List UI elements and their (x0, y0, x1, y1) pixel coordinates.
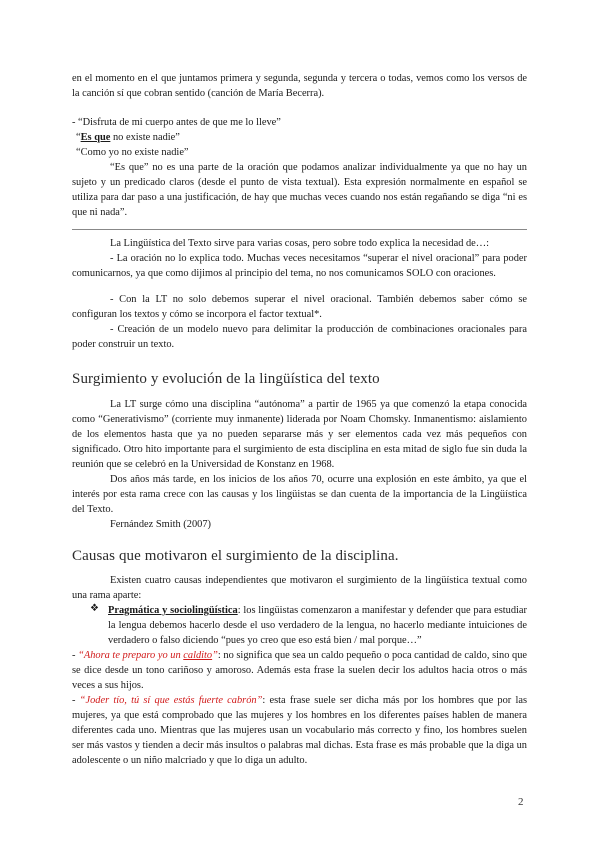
lt-item-1: - La oración no lo explica todo. Muchas veces necesitamos “superar el nivel oracional” para poder comunicarnos, ya que como dijimos al principio del tema, no nos comunicamos SOLO con oraciones. (72, 253, 527, 279)
page-number: 2 (518, 796, 524, 808)
surgimiento-paragraph-1: La LT surge cómo una disciplina “autónoma” a partir de 1965 ya que comenzó la etapa conocida como “Generativismo” (corriente muy inmanente) liderada por Noam Chomsky. Inmanentismo: aislamiento de los elementos hasta que ya no pueden separarse más y ser elementos cada vez más pequeños con significado. Otro hito importante para el surgimiento de esta disciplina en esta mitad de siglo fue sin duda la reunión que se celebró en la Universidad de Konstanz en 1968. (72, 399, 527, 470)
example-1-quote-start: “Ahora te preparo yo un (78, 650, 184, 661)
lt-item-3: - Creación de un modelo nuevo para delimitar la producción de combinaciones oracionales para poder construir un texto. (72, 324, 527, 350)
surgimiento-paragraph-2: Dos años más tarde, en los inicios de los años 70, ocurre una explosión en este ámbito, ya que el interés por esta rama crece con las causas y los lingüistas se dan cuenta de la importancia de la Lingüística del Texto. (72, 474, 527, 515)
quote-line-2 (76, 130, 531, 145)
bullet-title: Pragmática y sociolingüística (108, 605, 238, 616)
causas-intro: Existen cuatro causas independientes que motivaron el surgimiento de la lingüística textual como una rama aparte: (72, 575, 527, 601)
example-1-quote-end: ” (212, 650, 218, 661)
quote-bold-es-que: Es que (80, 132, 111, 143)
example-2 (72, 693, 527, 768)
heading-causas: Causas que motivaron el surgimiento de la disciplina. (72, 548, 399, 564)
diamond-bullet-icon: ❖ (90, 603, 99, 614)
example-1-dash: - (72, 650, 79, 661)
heading-surgimiento: Surgimiento y evolución de la lingüística del texto (72, 371, 380, 387)
lt-item-2: - Con la LT no solo debemos superar el nivel oracional. También debemos saber cómo se configuran los textos y cómo se incorpora el factor textual*. (72, 294, 527, 320)
bullet-text: : los lingüistas comenzaron a manifestar y defender que para estudiar la lengua debemos hacerlo desde el uso verdadero de la lengua, no hacerlo mediante intuiciones de verdadero o falso diciendo “pues yo creo que eso está bien / mal porque…” (108, 605, 527, 646)
quote-line-1: - “Disfruta de mi cuerpo antes de que me lo lleve” (72, 117, 281, 128)
quote-open: “ (76, 132, 81, 143)
example-2-text: : esta frase suele ser dicha más por los hombres que por las mujeres, ya que está comprobado que las mujeres y los hombres en los diferentes países hablen de manera diferentes cada uno. Mientras que las mujeres usan un vocabulario más correcto y fino, los hombres suelen ser más vastos y tienden a decir más insultos o palabras mal dichas. Esta frase es más probable que la diga un adolescente o un niño malcriado y que lo diga un adulto. (72, 695, 527, 766)
example-2-dash: - (72, 695, 80, 706)
example-1-text: : no significa que sea un caldo pequeño o poca cantidad de caldo, sino que se dice desde un tono cariñoso y amoroso. Además esta frase la suelen decir los adultos hacia otros o más veces a sus hijos. (72, 650, 528, 691)
example-1 (72, 648, 527, 693)
citation: Fernández Smith (2007) (110, 519, 211, 530)
es-que-paragraph: “Es que” no es una parte de la oración que podamos analizar individualmente ya que no hay un sujeto y un predicado claros (desde el punto de vista textual). Esta expresión normalmente en español se utiliza para dar paso a una justificación, de hay que muchas veces cuando nos están regañando se diga “ni es que ni nada”. (72, 162, 527, 218)
bullet-pragmatica (108, 603, 527, 648)
intro-paragraph: en el momento en el que juntamos primera y segunda, segunda y tercera o todas, vemos como los versos de la canción sí que cobran sentido (canción de María Becerra). (72, 73, 527, 99)
lt-intro: La Lingüística del Texto sirve para varias cosas, pero sobre todo explica la necesidad de…: (110, 238, 490, 249)
example-2-quote: “Joder tío, tú sí que estás fuerte cabrón” (79, 695, 263, 706)
example-1-quote-underlined: caldito (183, 650, 213, 661)
quote-rest: no existe nadie” (110, 132, 180, 143)
quote-line-3: “Como yo no existe nadie” (76, 147, 189, 158)
horizontal-divider (72, 229, 527, 230)
